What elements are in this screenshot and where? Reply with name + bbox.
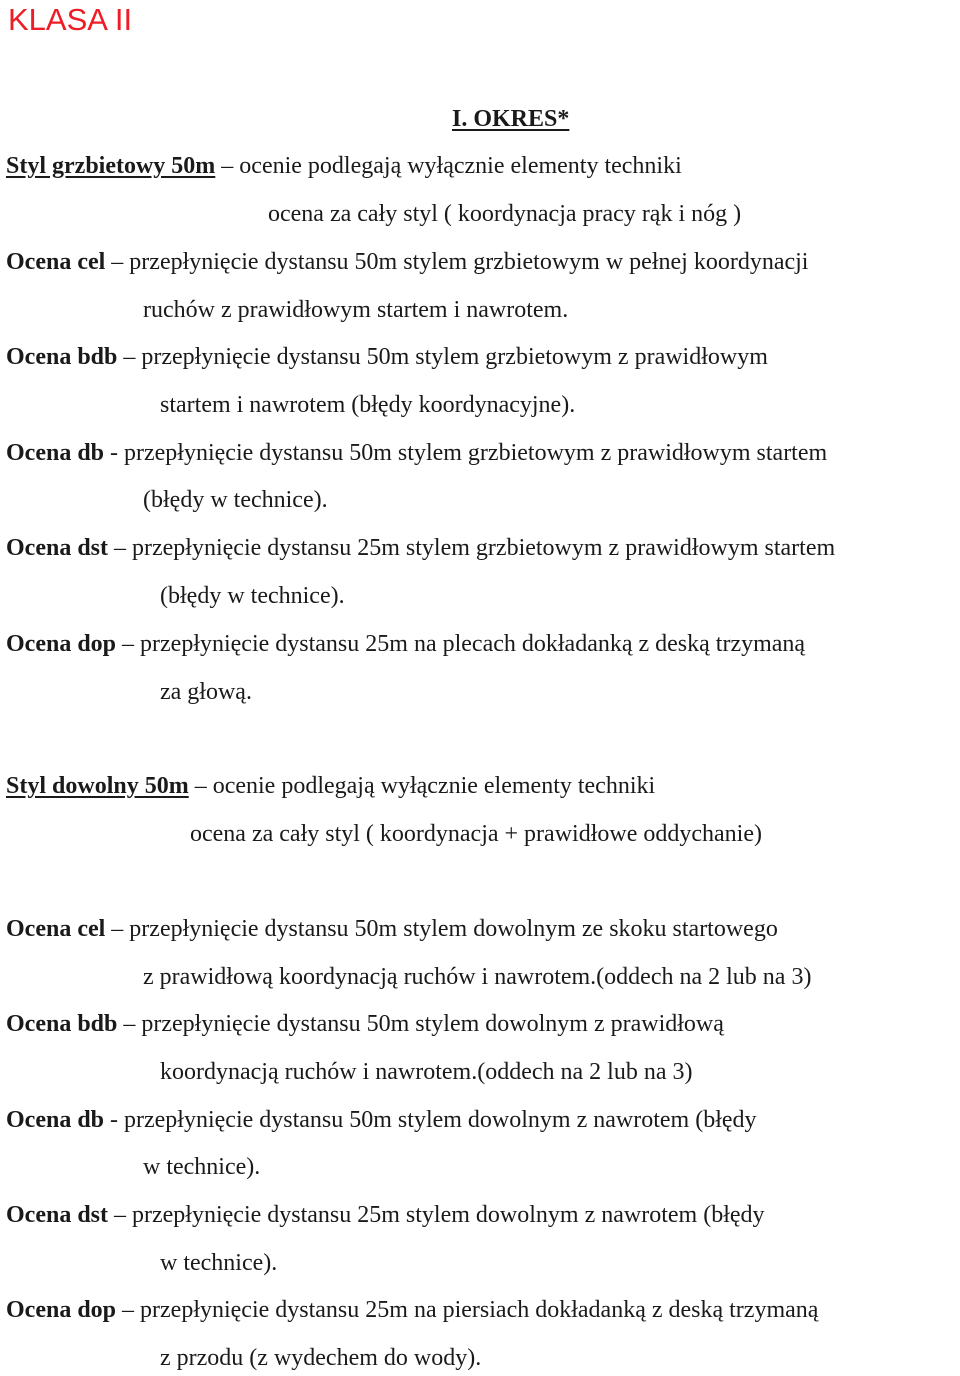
backstroke-grade-db [6, 438, 827, 468]
backstroke-grade-dst [6, 533, 835, 563]
grade-label: Ocena db [6, 1107, 105, 1133]
grade-description: – przepłynięcie dystansu 25m stylem grzbietowym z prawidłowym startem [108, 535, 836, 561]
freestyle-heading-rest: – ocenie podlegają wyłącznie elementy techniki [188, 773, 656, 799]
backstroke-heading-rest: – ocenie podlegają wyłącznie elementy techniki [215, 153, 682, 179]
grade-description: – przepłynięcie dystansu 25m na piersiach dokładanką z deską trzymaną [116, 1297, 819, 1323]
grade-description-continued: z przodu (z wydechem do wody). [160, 1345, 482, 1371]
grade-description: – przepłynięcie dystansu 50m stylem grzbietowym z prawidłowym [117, 344, 768, 370]
grade-description: – przepłynięcie dystansu 25m na plecach dokładanką z deską trzymaną [116, 631, 806, 657]
grade-description-continued: w technice). [143, 1154, 261, 1180]
grade-description-continued: w technice). [160, 1250, 278, 1276]
backstroke-grade-cel [6, 247, 808, 277]
grade-description-continued: z prawidłową koordynacją ruchów i nawrotem.(oddech na 2 lub na 3) [143, 964, 812, 990]
grade-label: Ocena dst [6, 1202, 108, 1228]
grade-label: Ocena cel [6, 249, 106, 275]
grade-description: - przepłynięcie dystansu 50m stylem grzbietowym z prawidłowym startem [104, 440, 828, 466]
freestyle-grade-cel [6, 914, 778, 944]
grade-label: Ocena bdb [6, 1011, 118, 1037]
grade-description: - przepłynięcie dystansu 50m stylem dowolnym z nawrotem (błędy [104, 1107, 757, 1133]
freestyle-grade-db [6, 1105, 757, 1135]
freestyle-grade-bdb [6, 1009, 724, 1039]
period-heading: I. OKRES* [452, 106, 570, 132]
backstroke-grade-dop [6, 629, 805, 659]
grade-label: Ocena dop [6, 631, 117, 657]
backstroke-heading-line [6, 151, 682, 181]
grade-description-continued: za głową. [160, 679, 252, 705]
grade-description-continued: (błędy w technice). [160, 583, 345, 609]
grade-description-continued: startem i nawrotem (błędy koordynacyjne). [160, 392, 576, 418]
freestyle-heading: Styl dowolny 50m [6, 773, 189, 799]
grade-label: Ocena cel [6, 916, 106, 942]
grade-label: Ocena db [6, 440, 105, 466]
grade-description: – przepłynięcie dystansu 50m stylem dowolnym z prawidłową [117, 1011, 724, 1037]
grade-description: – przepłynięcie dystansu 50m stylem grzbietowym w pełnej koordynacji [105, 249, 809, 275]
freestyle-subheading: ocena za cały styl ( koordynacja + prawidłowe oddychanie) [190, 821, 762, 847]
grade-label: Ocena dst [6, 535, 108, 561]
freestyle-grade-dop [6, 1295, 818, 1325]
page-title: KLASA II [8, 2, 133, 37]
grade-label: Ocena dop [6, 1297, 117, 1323]
grade-description: – przepłynięcie dystansu 25m stylem dowolnym z nawrotem (błędy [108, 1202, 765, 1228]
freestyle-heading-line [6, 771, 655, 801]
backstroke-subheading: ocena za cały styl ( koordynacja pracy rąk i nóg ) [268, 201, 742, 227]
backstroke-heading: Styl grzbietowy 50m [6, 153, 216, 179]
grade-label: Ocena bdb [6, 344, 118, 370]
grade-description: – przepłynięcie dystansu 50m stylem dowolnym ze skoku startowego [105, 916, 778, 942]
grade-description-continued: koordynacją ruchów i nawrotem.(oddech na 2 lub na 3) [160, 1059, 693, 1085]
backstroke-grade-bdb [6, 342, 768, 372]
freestyle-grade-dst [6, 1200, 765, 1230]
grade-description-continued: (błędy w technice). [143, 487, 328, 513]
grade-description-continued: ruchów z prawidłowym startem i nawrotem. [143, 297, 569, 323]
